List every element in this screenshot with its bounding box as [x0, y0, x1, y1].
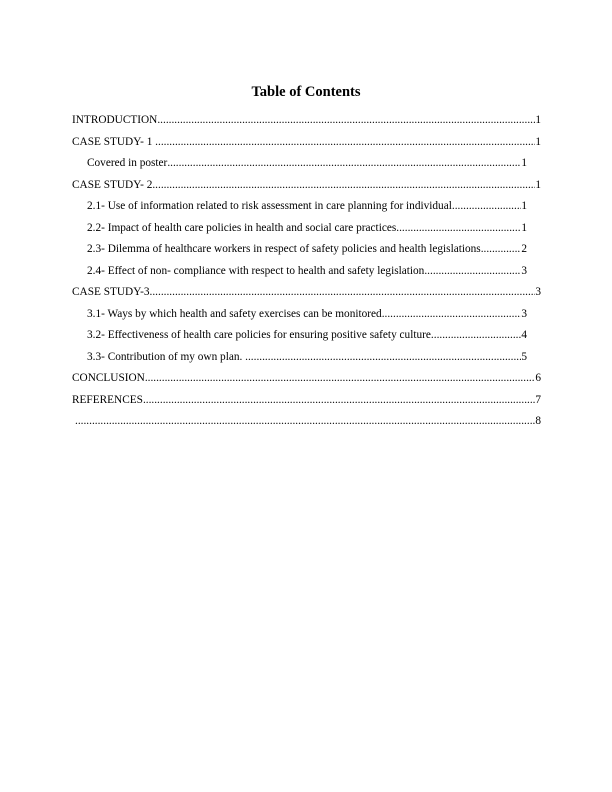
- toc-dot-leader: [167, 156, 521, 170]
- toc-entry-label: Covered in poster: [87, 157, 168, 169]
- toc-entry-label: 2.1- Use of information related to risk assessment in care planning for individual: [87, 200, 452, 212]
- toc-entry-2-3[interactable]: [87, 242, 527, 256]
- toc-entry-2-2[interactable]: [87, 221, 527, 235]
- toc-dot-leader: [481, 242, 522, 256]
- toc-dot-leader: [424, 264, 521, 278]
- toc-dot-leader: [155, 135, 535, 149]
- toc-entry-3-3[interactable]: [87, 350, 527, 364]
- toc-dot-leader: [382, 307, 522, 321]
- toc-entry-label: CASE STUDY-3: [72, 286, 150, 298]
- toc-dot-leader: [452, 199, 521, 213]
- toc-entry-label: INTRODUCTION: [72, 114, 158, 126]
- toc-dot-leader: [143, 393, 535, 407]
- toc-dot-leader: [431, 328, 521, 342]
- toc-dot-leader: [150, 285, 536, 299]
- toc-entry-page: 8: [535, 415, 541, 427]
- toc-entry-case-study-3[interactable]: [72, 285, 541, 299]
- toc-entry-case-study-2[interactable]: [72, 178, 541, 192]
- toc-dot-leader: [75, 414, 535, 428]
- toc-entry-page: 1: [521, 221, 527, 234]
- toc-entry-page: 3: [521, 264, 527, 277]
- toc-entry-page: 1: [521, 157, 527, 169]
- toc-entry-covered-in-poster[interactable]: [87, 156, 527, 170]
- toc-entry-2-4[interactable]: [87, 264, 527, 278]
- toc-entry-label: CASE STUDY- 1: [72, 135, 156, 148]
- toc-entry-label: REFERENCES: [72, 393, 143, 406]
- toc-entry-page: 3: [535, 286, 541, 298]
- toc-dot-leader: [245, 350, 521, 364]
- toc-dot-leader: [152, 178, 535, 192]
- toc-entry-page: 6: [535, 372, 541, 384]
- toc-entry-page: 1: [535, 114, 541, 126]
- toc-dot-leader: [145, 371, 536, 385]
- toc-entry-label: 2.3- Dilemma of healthcare workers in respect of safety policies and health legislations: [87, 243, 481, 255]
- toc-entry-page: 1: [521, 200, 527, 212]
- toc-entry-2-1[interactable]: [87, 199, 527, 213]
- toc-entry-case-study-1[interactable]: [72, 135, 541, 149]
- toc-entry-page: 1: [535, 135, 541, 148]
- toc-entry-label: 2.2- Impact of health care policies in health and social care practices: [87, 221, 397, 234]
- toc-dot-leader: [157, 113, 535, 127]
- toc-entry-references[interactable]: [72, 393, 541, 407]
- toc-entry-page: 1: [535, 178, 541, 191]
- toc-title: Table of Contents: [251, 84, 361, 100]
- toc-entry-label: CASE STUDY- 2: [72, 178, 153, 191]
- toc-entry-page: 7: [535, 393, 541, 406]
- toc-entry-page: 5: [521, 350, 527, 363]
- toc-entry-label: 3.2- Effectiveness of health care policies for ensuring positive safety culture: [87, 329, 431, 341]
- toc-entry-unlabeled[interactable]: [75, 414, 541, 428]
- toc-dot-leader: [396, 221, 521, 235]
- toc-entry-page: 3: [521, 307, 527, 320]
- toc-entry-introduction[interactable]: [72, 113, 541, 127]
- toc-entry-label: 3.3- Contribution of my own plan.: [87, 350, 246, 363]
- toc-entry-page: 2: [521, 243, 527, 255]
- toc-entry-3-1[interactable]: [87, 307, 527, 321]
- toc-entry-label: CONCLUSION: [72, 372, 145, 384]
- toc-entry-conclusion[interactable]: [72, 371, 541, 385]
- toc-entry-page: 4: [521, 329, 527, 341]
- toc-entry-3-2[interactable]: [87, 328, 527, 342]
- toc-entry-label: 2.4- Effect of non- compliance with respect to health and safety legislation: [87, 264, 425, 277]
- toc-entry-label: 3.1- Ways by which health and safety exercises can be monitored: [87, 307, 382, 320]
